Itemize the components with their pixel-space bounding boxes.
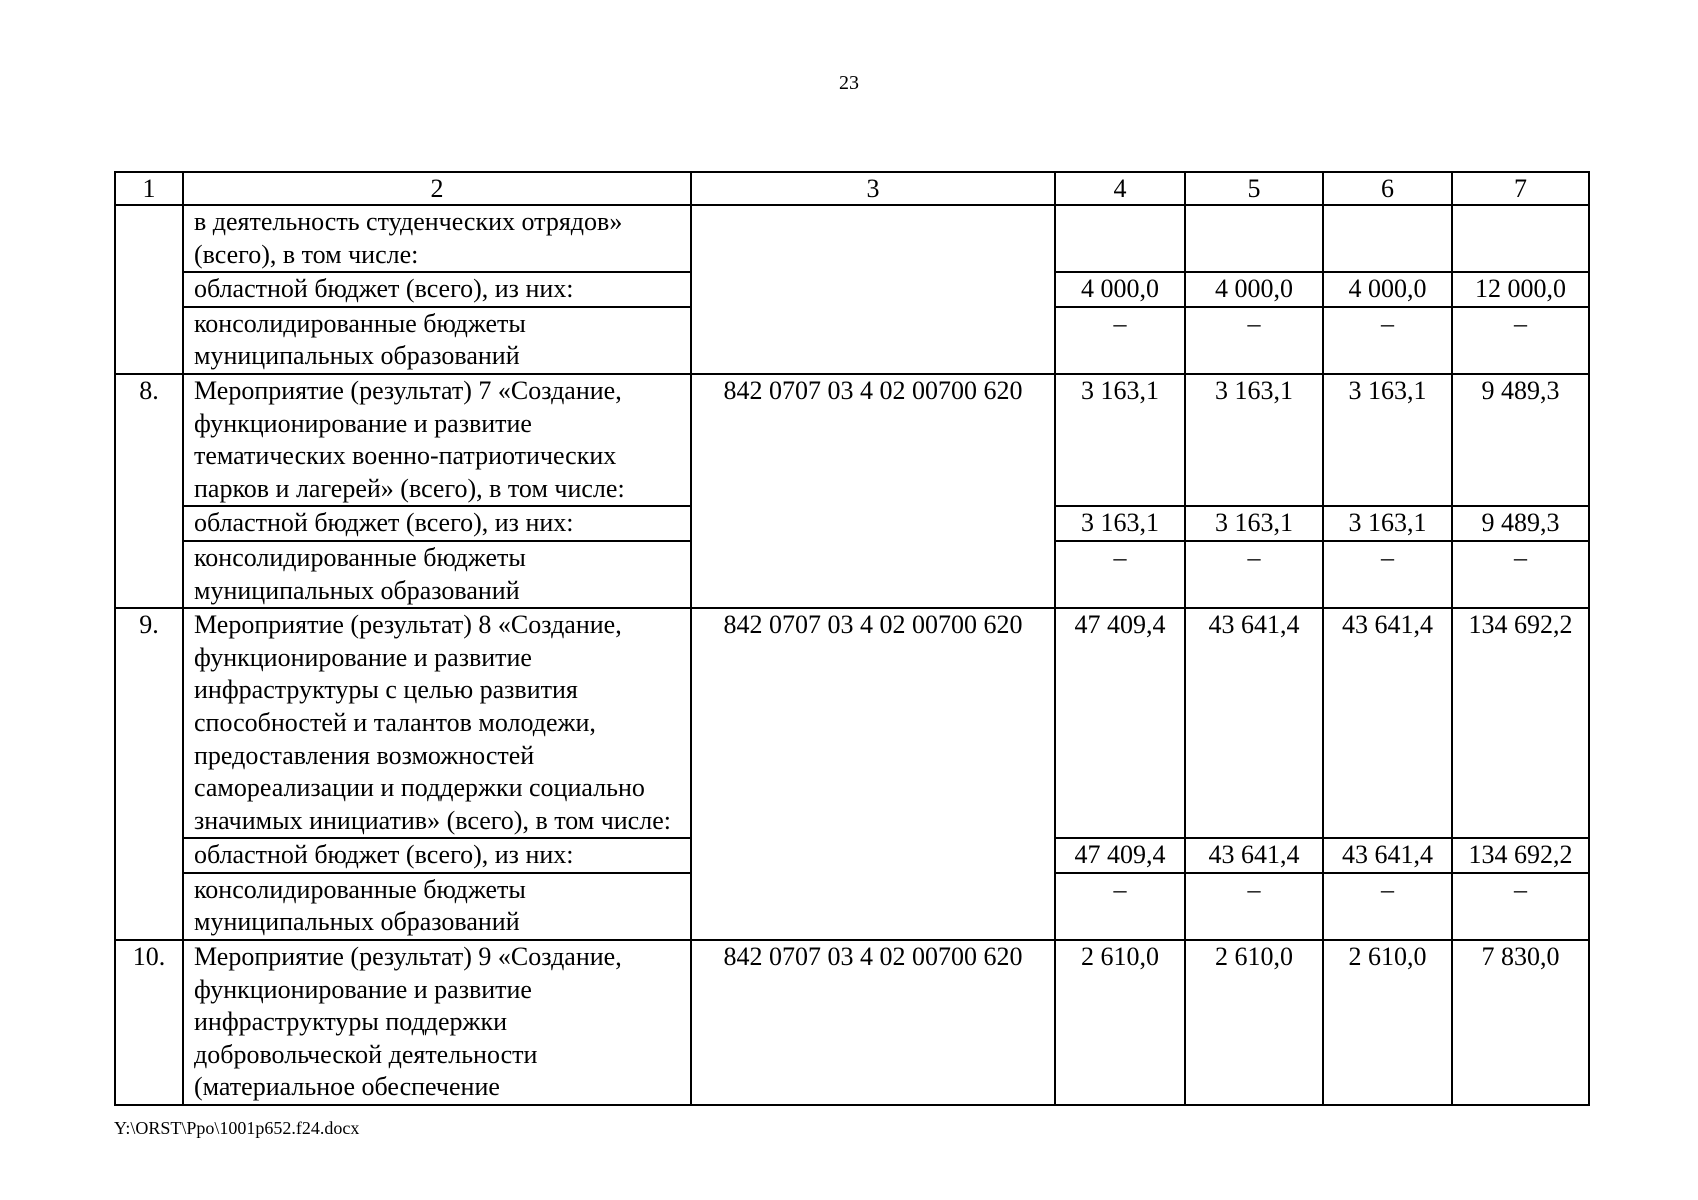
value-cell: –: [1323, 541, 1452, 608]
column-header: 6: [1323, 172, 1452, 205]
value-cell: [1055, 205, 1185, 272]
table-row: [115, 205, 1589, 272]
value-cell: 7 830,0: [1452, 940, 1589, 1105]
value-cell: –: [1185, 307, 1323, 374]
budget-code-cell: 842 0707 03 4 02 00700 620: [691, 374, 1055, 608]
value-cell: 2 610,0: [1055, 940, 1185, 1105]
value-cell: [1185, 205, 1323, 272]
value-cell: 12 000,0: [1452, 272, 1589, 307]
column-header: 2: [183, 172, 691, 205]
description-cell: консолидированные бюджеты муниципальных образований: [183, 541, 691, 608]
table-row: [115, 940, 1589, 1105]
budget-table: [114, 171, 1590, 1106]
header-row: [115, 172, 1589, 205]
column-header: 3: [691, 172, 1055, 205]
value-cell: [1452, 205, 1589, 272]
value-cell: –: [1185, 541, 1323, 608]
description-cell: Мероприятие (результат) 7 «Создание, функционирование и развитие тематических военно-патриотических парков и лагерей» (всего), в том числе:: [183, 374, 691, 506]
value-cell: –: [1055, 541, 1185, 608]
value-cell: [1323, 205, 1452, 272]
budget-code-cell: 842 0707 03 4 02 00700 620: [691, 608, 1055, 940]
value-cell: 43 641,4: [1185, 608, 1323, 838]
value-cell: 4 000,0: [1055, 272, 1185, 307]
value-cell: 3 163,1: [1185, 374, 1323, 506]
budget-code-cell: 842 0707 03 4 02 00700 620: [691, 940, 1055, 1105]
description-cell: областной бюджет (всего), из них:: [183, 272, 691, 307]
row-number-cell: 10.: [115, 940, 183, 1105]
value-cell: –: [1323, 307, 1452, 374]
description-cell: в деятельность студенческих отрядов» (всего), в том числе:: [183, 205, 691, 272]
budget-code-cell: [691, 205, 1055, 374]
description-cell: Мероприятие (результат) 8 «Создание, функционирование и развитие инфраструктуры с целью развития способностей и талантов молодежи, предоставления возможностей самореализации и поддержки социально значимых инициатив» (всего), в том числе:: [183, 608, 691, 838]
value-cell: 2 610,0: [1185, 940, 1323, 1105]
table-row: [115, 608, 1589, 838]
description-cell: консолидированные бюджеты муниципальных образований: [183, 307, 691, 374]
value-cell: 3 163,1: [1323, 506, 1452, 541]
row-number-cell: 9.: [115, 608, 183, 940]
value-cell: 4 000,0: [1323, 272, 1452, 307]
value-cell: –: [1185, 873, 1323, 940]
value-cell: –: [1452, 873, 1589, 940]
value-cell: 3 163,1: [1185, 506, 1323, 541]
table-row: [115, 374, 1589, 506]
value-cell: 9 489,3: [1452, 374, 1589, 506]
value-cell: 43 641,4: [1323, 608, 1452, 838]
value-cell: –: [1055, 307, 1185, 374]
column-header: 5: [1185, 172, 1323, 205]
column-header: 4: [1055, 172, 1185, 205]
row-number-cell: [115, 205, 183, 374]
value-cell: 43 641,4: [1185, 838, 1323, 873]
value-cell: 4 000,0: [1185, 272, 1323, 307]
value-cell: 9 489,3: [1452, 506, 1589, 541]
value-cell: –: [1452, 541, 1589, 608]
description-cell: областной бюджет (всего), из них:: [183, 506, 691, 541]
value-cell: 3 163,1: [1323, 374, 1452, 506]
value-cell: 47 409,4: [1055, 608, 1185, 838]
row-number-cell: 8.: [115, 374, 183, 608]
value-cell: 43 641,4: [1323, 838, 1452, 873]
value-cell: –: [1452, 307, 1589, 374]
value-cell: 134 692,2: [1452, 608, 1589, 838]
value-cell: 3 163,1: [1055, 374, 1185, 506]
description-cell: консолидированные бюджеты муниципальных образований: [183, 873, 691, 940]
file-path: Y:\ORST\Ppo\1001p652.f24.docx: [114, 1118, 360, 1138]
column-header: 7: [1452, 172, 1589, 205]
description-cell: областной бюджет (всего), из них:: [183, 838, 691, 873]
value-cell: 2 610,0: [1323, 940, 1452, 1105]
value-cell: –: [1323, 873, 1452, 940]
value-cell: 47 409,4: [1055, 838, 1185, 873]
column-header: 1: [115, 172, 183, 205]
description-cell: Мероприятие (результат) 9 «Создание, функционирование и развитие инфраструктуры поддержки добровольческой деятельности (материальное обеспечение: [183, 940, 691, 1105]
value-cell: –: [1055, 873, 1185, 940]
value-cell: 3 163,1: [1055, 506, 1185, 541]
value-cell: 134 692,2: [1452, 838, 1589, 873]
page-number: 23: [839, 72, 859, 94]
